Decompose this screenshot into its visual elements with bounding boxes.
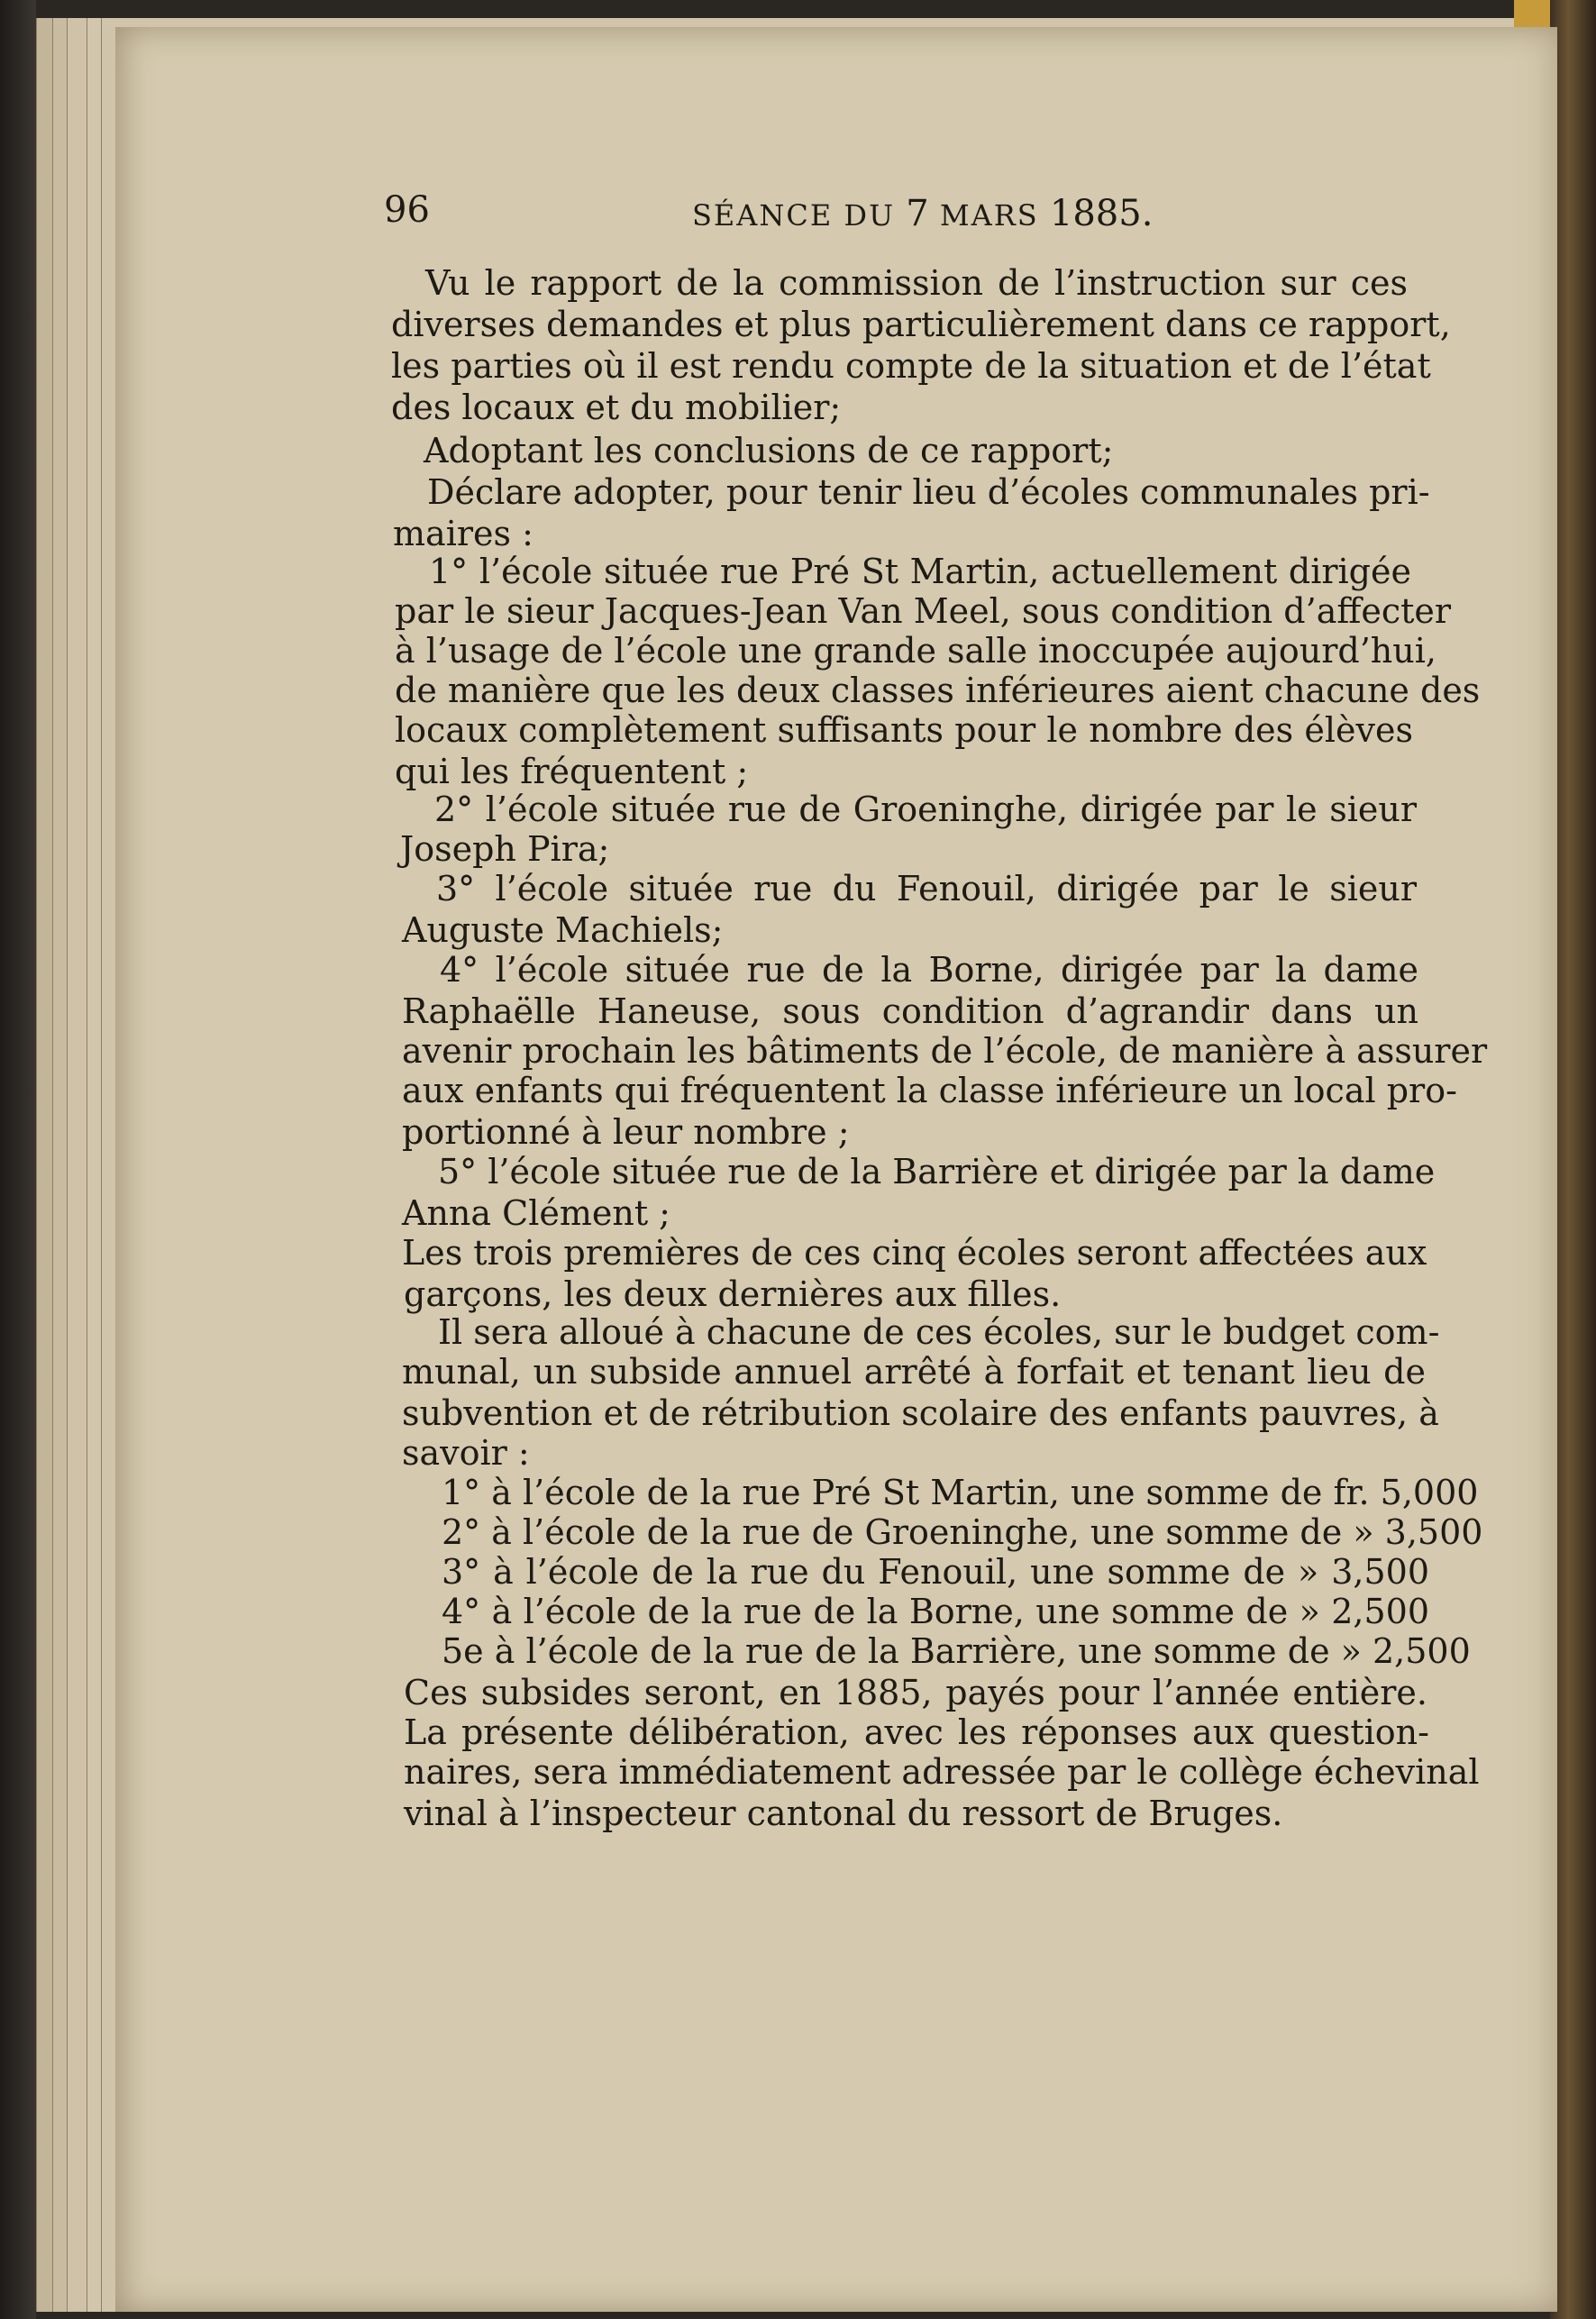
running-head-prefix: SÉANCE DU bbox=[692, 198, 896, 233]
text-line: 4° à l’école de la rue de la Borne, une somme de » 2,500 bbox=[442, 1592, 1429, 1631]
text-line: 5e à l’école de la rue de la Barrière, une somme de » 2,500 bbox=[442, 1631, 1471, 1671]
text-line: Il sera alloué à chacune de ces écoles, sur le budget com- bbox=[438, 1312, 1440, 1352]
page-number: 96 bbox=[384, 189, 430, 231]
text-line: les parties où il est rendu compte de la situation et de l’état bbox=[391, 346, 1431, 386]
text-line: Joseph Pira; bbox=[400, 829, 610, 869]
text-line: des locaux et du mobilier; bbox=[391, 388, 842, 427]
running-head-year: 1885. bbox=[1049, 193, 1154, 234]
text-line: munal, un subside annuel arrêté à forfait et tenant lieu de bbox=[402, 1352, 1426, 1392]
text-line: 3° l’école située rue du Fenouil, dirigée par le sieur bbox=[436, 869, 1417, 908]
text-line: maires : bbox=[393, 514, 534, 553]
running-head-day: 7 bbox=[906, 193, 929, 234]
text-line: 3° à l’école de la rue du Fenouil, une somme de » 3,500 bbox=[442, 1552, 1429, 1592]
text-line: 5° l’école située rue de la Barrière et dirigée par la dame bbox=[438, 1152, 1436, 1191]
text-line: Les trois premières de ces cinq écoles seront affectées aux bbox=[402, 1233, 1427, 1273]
scan-background-left bbox=[0, 0, 36, 2319]
text-line: Raphaëlle Haneuse, sous condition d’agrandir dans un bbox=[402, 991, 1418, 1031]
text-line: Déclare adopter, pour tenir lieu d’écoles communales pri- bbox=[427, 472, 1430, 512]
text-line: Auguste Machiels; bbox=[402, 910, 724, 950]
text-line: par le sieur Jacques-Jean Van Meel, sous condition d’affecter bbox=[395, 591, 1452, 631]
text-line: 2° l’école située rue de Groeninghe, dirigée par le sieur bbox=[434, 790, 1417, 829]
text-line: Adoptant les conclusions de ce rapport; bbox=[424, 431, 1114, 470]
text-line: savoir : bbox=[402, 1433, 530, 1473]
text-line: aux enfants qui fréquentent la classe inférieure un local pro- bbox=[402, 1071, 1457, 1110]
text-line: diverses demandes et plus particulièrement dans ce rapport, bbox=[391, 305, 1451, 344]
text-line: 2° à l’école de la rue de Groeninghe, une somme de » 3,500 bbox=[442, 1512, 1483, 1552]
text-line: locaux complètement suffisants pour le nombre des élèves bbox=[395, 710, 1413, 750]
text-line: à l’usage de l’école une grande salle inoccupée aujourd’hui, bbox=[395, 631, 1436, 671]
running-head-month: MARS bbox=[939, 198, 1039, 233]
running-head bbox=[692, 193, 1153, 234]
text-line: La présente délibération, avec les réponses aux question- bbox=[404, 1712, 1429, 1752]
text-line: de manière que les deux classes inférieures aient chacune des bbox=[395, 671, 1481, 710]
text-line: 4° l’école située rue de la Borne, dirigée par la dame bbox=[440, 950, 1418, 990]
text-line: subvention et de rétribution scolaire des enfants pauvres, à bbox=[402, 1393, 1439, 1433]
text-line: Anna Clément ; bbox=[402, 1193, 670, 1233]
text-line: 1° à l’école de la rue Pré St Martin, une somme de fr. 5,000 bbox=[442, 1473, 1479, 1512]
text-line: vinal à l’inspecteur cantonal du ressort de Bruges. bbox=[404, 1794, 1283, 1833]
text-line: naires, sera immédiatement adressée par le collège échevinal bbox=[404, 1752, 1480, 1792]
text-line: qui les fréquentent ; bbox=[395, 752, 749, 791]
text-line: 1° l’école située rue Pré St Martin, actuellement dirigée bbox=[429, 552, 1411, 591]
text-line: Ces subsides seront, en 1885, payés pour l’année entière. bbox=[404, 1673, 1427, 1712]
text-line: garçons, les deux dernières aux filles. bbox=[404, 1274, 1062, 1314]
text-line: portionné à leur nombre ; bbox=[402, 1112, 850, 1152]
text-line: Vu le rapport de la commission de l’instruction sur ces bbox=[425, 263, 1408, 303]
text-line: avenir prochain les bâtiments de l’école, de manière à assurer bbox=[402, 1031, 1488, 1071]
